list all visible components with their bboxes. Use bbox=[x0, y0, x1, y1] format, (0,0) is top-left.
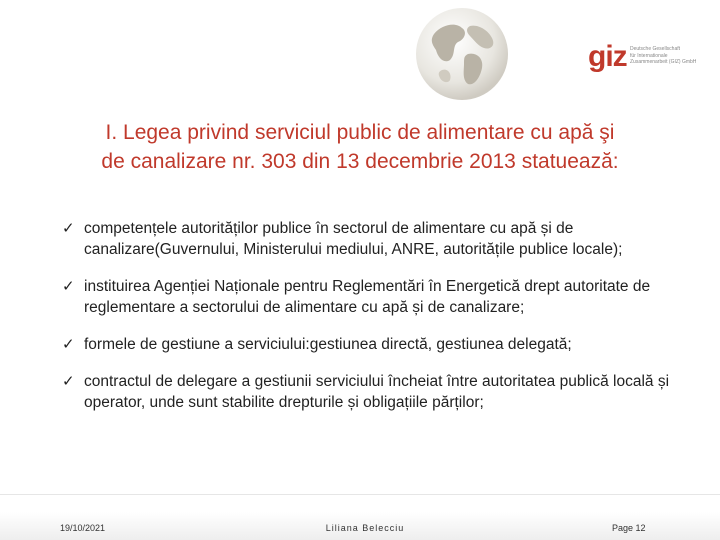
checkmark-icon: ✓ bbox=[62, 372, 75, 390]
list-item-text: formele de gestiune a serviciului:gestiunea directă, gestiunea delegată; bbox=[84, 336, 572, 353]
list-item-text: instituirea Agenției Naționale pentru Reglementări în Energetică drept autoritate de reglementare a sectorului de alimentare cu apă și de canalizare; bbox=[84, 278, 651, 316]
footer-author: Liliana Belecciu bbox=[325, 523, 405, 533]
list-item bbox=[62, 218, 672, 260]
list-item-text: contractul de delegare a gestiunii serviciului încheiat între autoritatea publică locală și operator, unde sunt stabilite drepturile și obligațiile părților; bbox=[84, 373, 670, 411]
list-item bbox=[62, 334, 672, 355]
list-item bbox=[62, 371, 672, 413]
checkmark-icon: ✓ bbox=[62, 277, 75, 295]
list-item bbox=[62, 276, 672, 318]
checkmark-icon: ✓ bbox=[62, 219, 75, 237]
footer-divider bbox=[0, 494, 720, 495]
slide-title-line: de canalizare nr. 303 din 13 decembrie 2013 statuează: bbox=[101, 150, 619, 173]
bullet-list bbox=[62, 218, 672, 429]
giz-logo-text bbox=[630, 46, 702, 66]
giz-logo-line: für Internationale bbox=[630, 52, 668, 59]
giz-logo bbox=[588, 40, 700, 80]
globe-icon bbox=[412, 4, 512, 104]
giz-logo-line: Zusammenarbeit (GIZ) GmbH bbox=[630, 59, 697, 65]
checkmark-icon: ✓ bbox=[62, 335, 75, 353]
list-item-text: competențele autorităților publice în sectorul de alimentare cu apă și de canalizare(Guvernului, Ministerului mediului, ANRE, autoritățile publice locale); bbox=[84, 220, 623, 258]
slide-title-line: I. Legea privind serviciul public de alimentare cu apă şi bbox=[105, 121, 615, 144]
slide-title bbox=[40, 118, 680, 176]
footer-page-number: Page 12 bbox=[612, 523, 646, 533]
giz-logo-mark: giz bbox=[588, 40, 627, 73]
footer-date: 19/10/2021 bbox=[60, 523, 106, 533]
giz-logo-line: Deutsche Gesellschaft bbox=[630, 46, 681, 52]
